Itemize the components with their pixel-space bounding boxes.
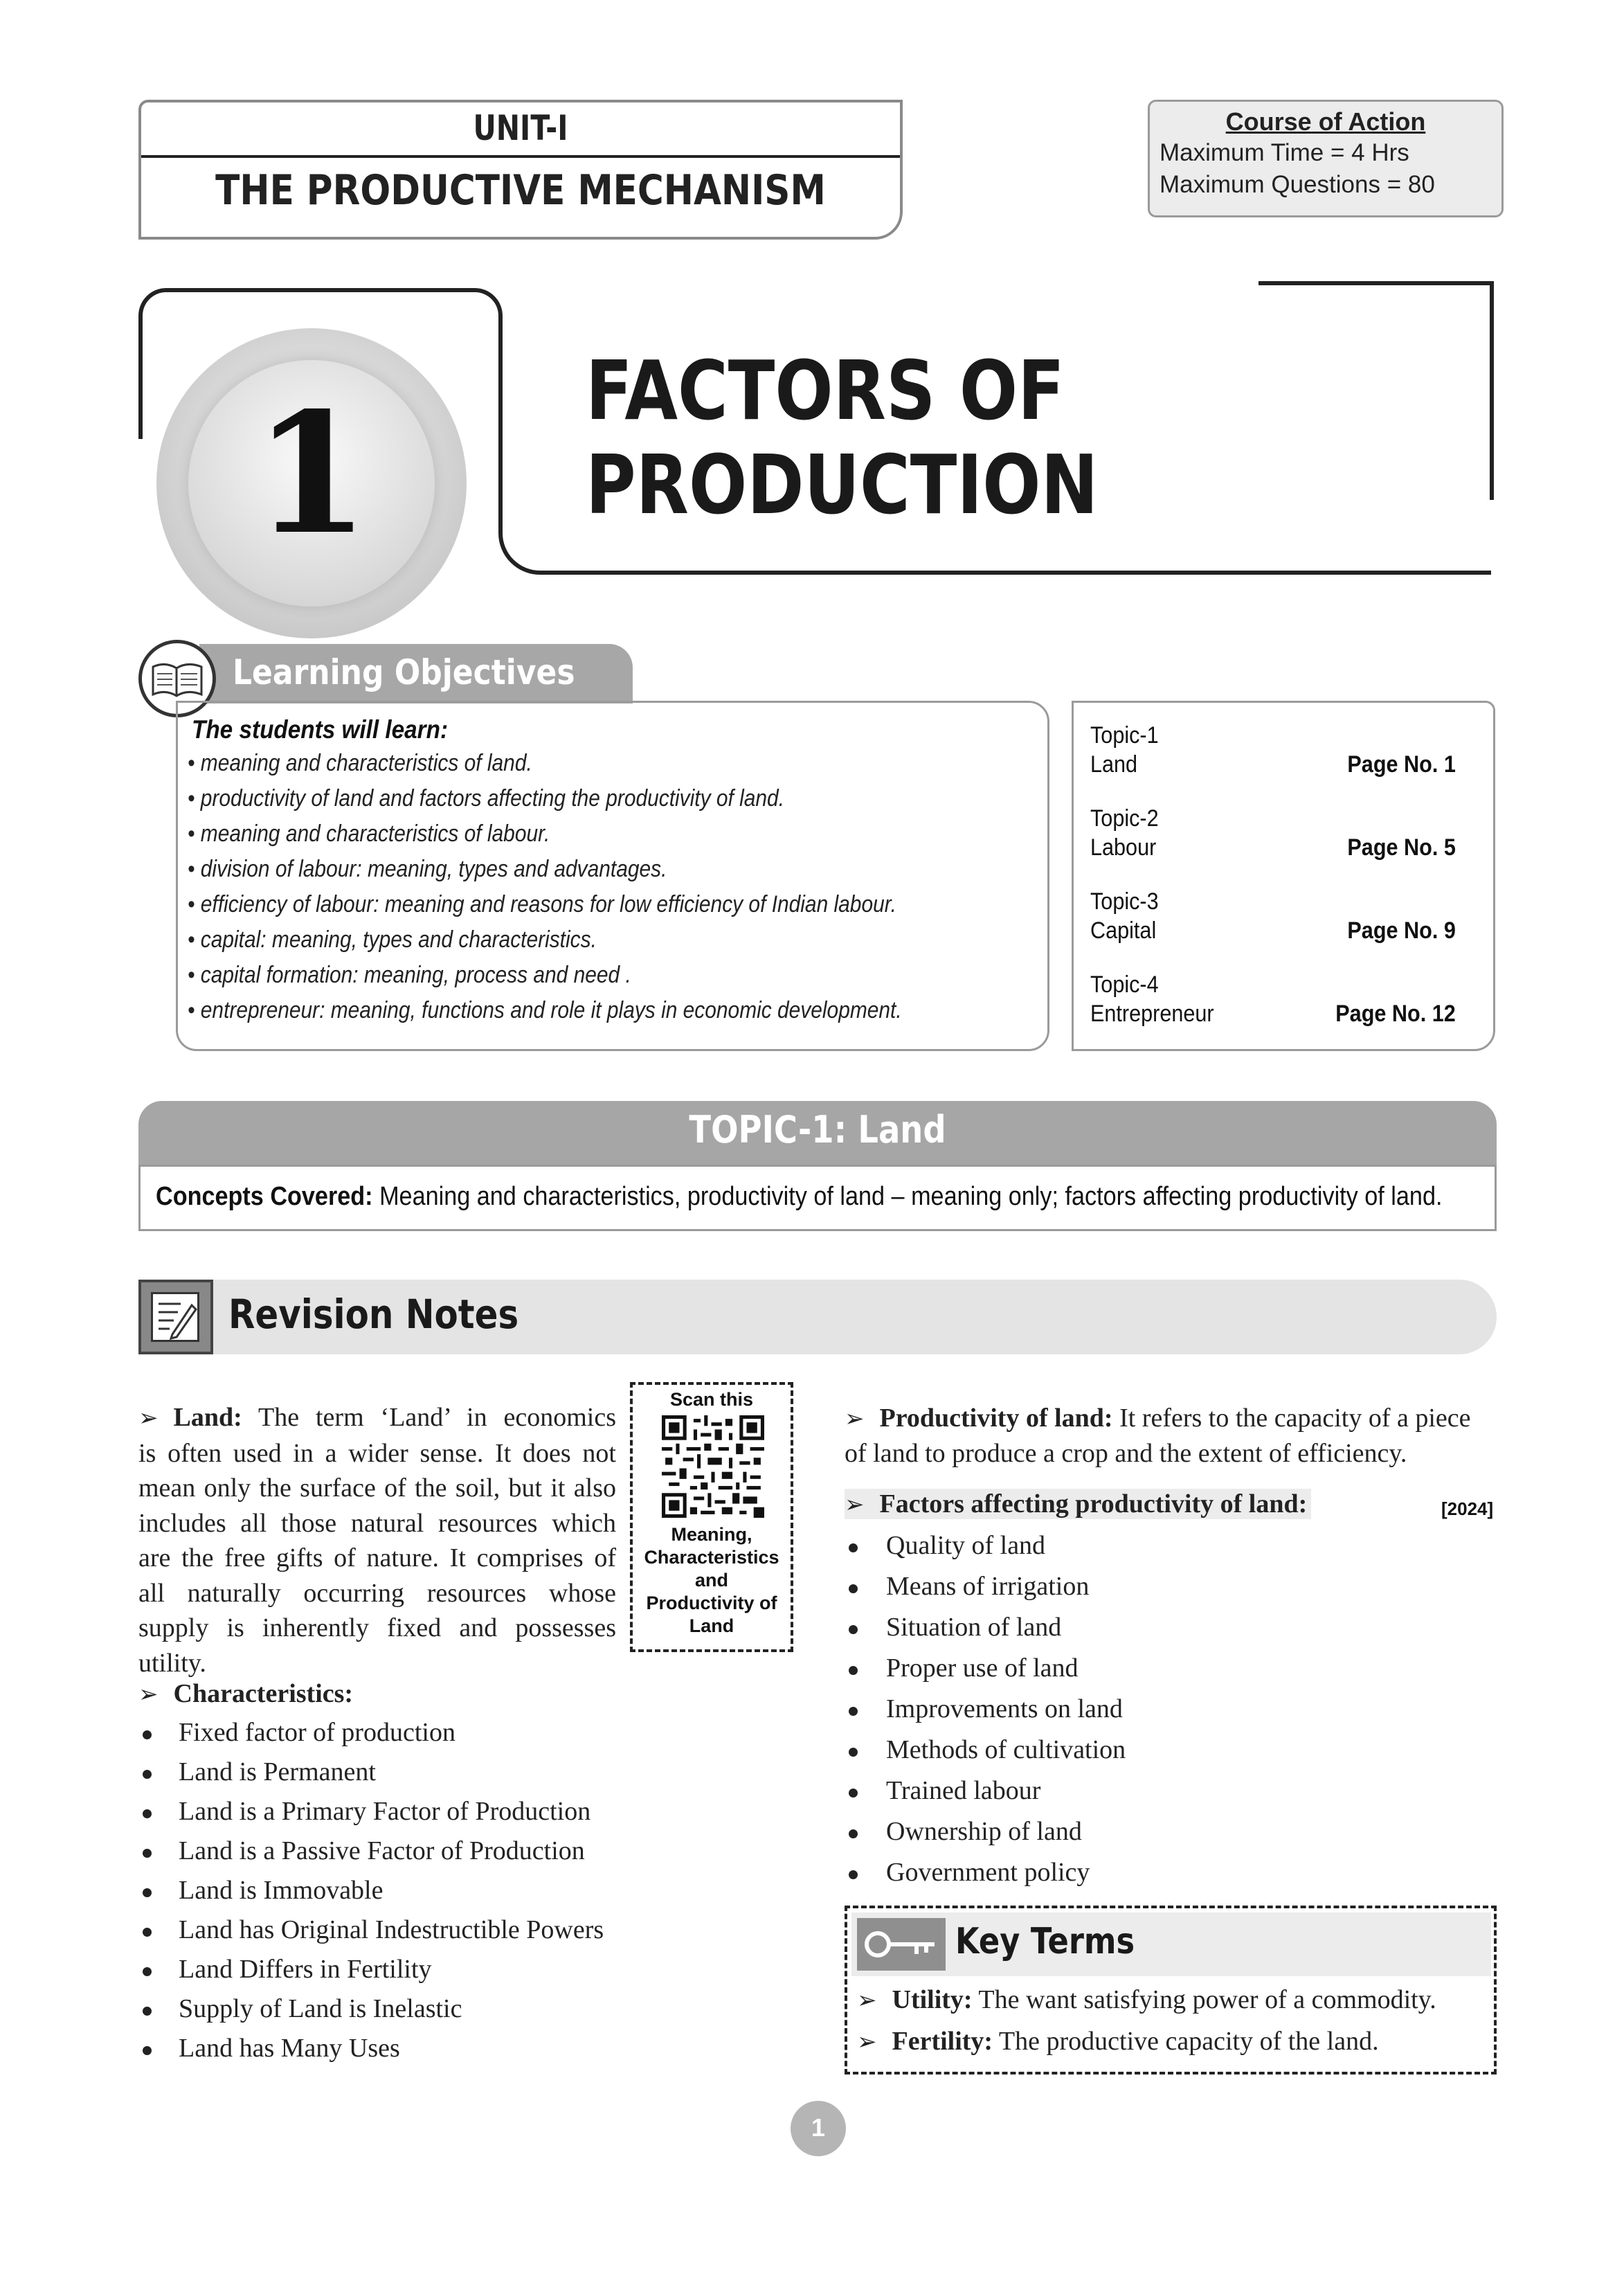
land-text-line: supply is inherently fixed and possesses [138,1613,616,1642]
factor-item: Ownership of land [886,1817,1082,1846]
land-text-line: are the free gifts of nature. It comprises of [138,1543,616,1572]
topic-index-name: Entrepreneur [1090,1001,1214,1027]
characteristic-item: Land is a Primary Factor of Production [179,1797,591,1826]
characteristic-item: Land is Immovable [179,1876,384,1905]
bullet-icon [849,1789,858,1798]
factor-item: Trained labour [886,1776,1041,1805]
bullet-icon [143,1730,152,1739]
topic-index-page: Page No. 5 [1347,834,1456,861]
revision-notes-title: Revision Notes [228,1291,519,1338]
bullet-icon [143,1849,152,1858]
productivity-line-2: of land to produce a crop and the extent of efficiency. [845,1439,1407,1468]
characteristic-item: Land is a Passive Factor of Production [179,1836,585,1865]
factors-label: Factors affecting productivity of land: [879,1489,1308,1518]
objective-item: • capital formation: meaning, process and need . [188,962,631,988]
topic-title: TOPIC-1: Land [689,1108,946,1152]
concepts-text: Meaning and characteristics, productivity of land – meaning only; factors affecting productivity of land. [372,1182,1443,1211]
unit-label: UNIT-I [473,108,568,148]
topic-index-name: Land [1090,751,1138,778]
learning-objectives-box [176,701,1049,1051]
chapter-title-line-2: PRODUCTION [586,437,1099,532]
arrow-bullet-icon: ➢ [857,1987,877,2014]
chapter-title [586,343,1098,532]
chapter-number: 1 [253,376,370,571]
bullet-icon [849,1870,858,1879]
key-terms-box [845,1906,1497,2075]
bullet-icon [143,1809,152,1818]
bullet-icon [143,1928,152,1937]
concepts-covered-box [138,1165,1497,1231]
characteristics-label: Characteristics: [173,1679,354,1708]
land-text-line: utility. [138,1648,206,1678]
qr-caption-line: Land [689,1615,734,1636]
course-of-action-title: Course of Action [1225,107,1426,136]
concepts-covered [156,1182,1442,1212]
productivity-text: It refers to the capacity of a piece [1119,1404,1471,1433]
qr-code-box[interactable] [630,1382,793,1652]
land-label: Land: [173,1403,242,1432]
course-of-action-box [1148,100,1504,217]
objective-item: • meaning and characteristics of land. [188,750,532,776]
key-term-label: Utility: [892,1985,973,2014]
learning-objectives-tab [199,644,633,704]
productivity-line-1 [845,1403,1471,1433]
qr-scan-label: Scan this [669,1389,754,1410]
page-number: 1 [811,2113,826,2142]
chapter-title-line-1: FACTORS OF [586,343,1065,438]
learning-objectives-heading: The students will learn: [192,715,449,744]
max-questions: Maximum Questions = 80 [1160,171,1435,198]
land-text-line: all naturally occurring resources whose [138,1578,616,1608]
unit-header [138,100,903,240]
topic-banner [138,1101,1497,1165]
bullet-icon [143,2046,152,2055]
land-paragraph [138,1400,616,1681]
arrow-bullet-icon: ➢ [138,1404,159,1432]
characteristic-item: Land Differs in Fertility [179,1955,432,1984]
topic-index-name: Labour [1090,834,1157,861]
qr-caption-line: Meaning, [671,1524,752,1545]
key-term-item [857,2026,1379,2056]
objective-item: • entrepreneur: meaning, functions and role it plays in economic development. [188,997,902,1023]
chapter-frame-corner [1258,281,1494,500]
bullet-icon [849,1829,858,1838]
objective-item: • productivity of land and factors affecting the productivity of land. [188,785,785,812]
objective-item: • meaning and characteristics of labour. [188,821,550,847]
characteristic-item: Land has Many Uses [179,2034,400,2063]
key-term-item [857,1984,1436,2015]
land-text-line: The term ‘Land’ in economics [258,1403,616,1432]
topic-index-label: Topic-4 [1090,971,1159,998]
objective-item: • efficiency of labour: meaning and reasons for low efficiency of Indian labour. [188,891,896,917]
topic-index-page: Page No. 12 [1335,1001,1456,1027]
arrow-bullet-icon: ➢ [138,1681,159,1708]
notepad-pencil-icon [138,1280,213,1354]
page-number-badge [791,2101,846,2156]
key-terms-title: Key Terms [955,1921,1135,1962]
bullet-icon [849,1707,858,1716]
bullet-icon [143,1770,152,1779]
topic-index-label: Topic-1 [1090,722,1159,749]
factors-heading [845,1489,1311,1519]
land-text-line: mean only the surface of the soil, but it also [138,1473,616,1503]
factor-item: Situation of land [886,1613,1062,1642]
qr-caption [633,1523,791,1638]
bullet-icon [143,2007,152,2016]
objective-item: • capital: meaning, types and characteristics. [188,926,597,953]
characteristic-item: Supply of Land is Inelastic [179,1994,462,2023]
bullet-icon [849,1748,858,1757]
bullet-icon [849,1543,858,1552]
bullet-icon [143,1888,152,1897]
topic-index-label: Topic-2 [1090,805,1159,832]
factor-item: Proper use of land [886,1654,1079,1683]
bullet-icon [143,1967,152,1976]
unit-divider [141,155,900,158]
year-tag: [2024] [1441,1498,1494,1519]
max-time: Maximum Time = 4 Hrs [1160,139,1409,166]
productivity-label: Productivity of land: [879,1404,1113,1433]
topics-index-box [1072,701,1495,1051]
arrow-bullet-icon: ➢ [845,1491,865,1518]
key-icon [857,1918,946,1971]
factor-item: Improvements on land [886,1694,1123,1723]
topic-index-label: Topic-3 [1090,888,1159,915]
characteristics-heading [138,1678,353,1709]
topic-index-page: Page No. 9 [1347,917,1456,944]
qr-code-icon[interactable] [662,1415,764,1518]
objective-item: • division of labour: meaning, types and advantages. [188,856,667,882]
factor-item: Means of irrigation [886,1572,1090,1601]
factor-item: Methods of cultivation [886,1735,1126,1764]
qr-caption-line: Productivity of [646,1593,777,1613]
bullet-icon [849,1666,858,1675]
characteristic-item: Fixed factor of production [179,1718,455,1747]
qr-caption-line: Characteristics [644,1547,779,1568]
qr-caption-line: and [694,1570,728,1590]
chapter-number-badge [156,328,467,638]
bullet-icon [849,1584,858,1593]
characteristic-item: Land has Original Indestructible Powers [179,1915,604,1944]
key-terms-header [851,1912,1491,1976]
key-term-definition: The productive capacity of the land. [993,2027,1379,2056]
unit-title: THE PRODUCTIVE MECHANISM [215,166,826,215]
factor-item: Quality of land [886,1531,1046,1560]
factor-item: Government policy [886,1858,1090,1887]
land-text-line: is often used in a wider sense. It does not [138,1438,616,1468]
topic-index-name: Capital [1090,917,1157,944]
characteristic-item: Land is Permanent [179,1757,376,1786]
concepts-label: Concepts Covered: [156,1182,373,1211]
key-term-definition: The want satisfying power of a commodity. [972,1985,1436,2014]
arrow-bullet-icon: ➢ [857,2028,877,2056]
learning-objectives-title: Learning Objectives [233,652,575,692]
key-term-label: Fertility: [892,2027,993,2056]
land-text-line: includes all those natural resources which [138,1508,616,1538]
topic-index-page: Page No. 1 [1347,751,1456,778]
bullet-icon [849,1625,858,1634]
arrow-bullet-icon: ➢ [845,1405,865,1433]
